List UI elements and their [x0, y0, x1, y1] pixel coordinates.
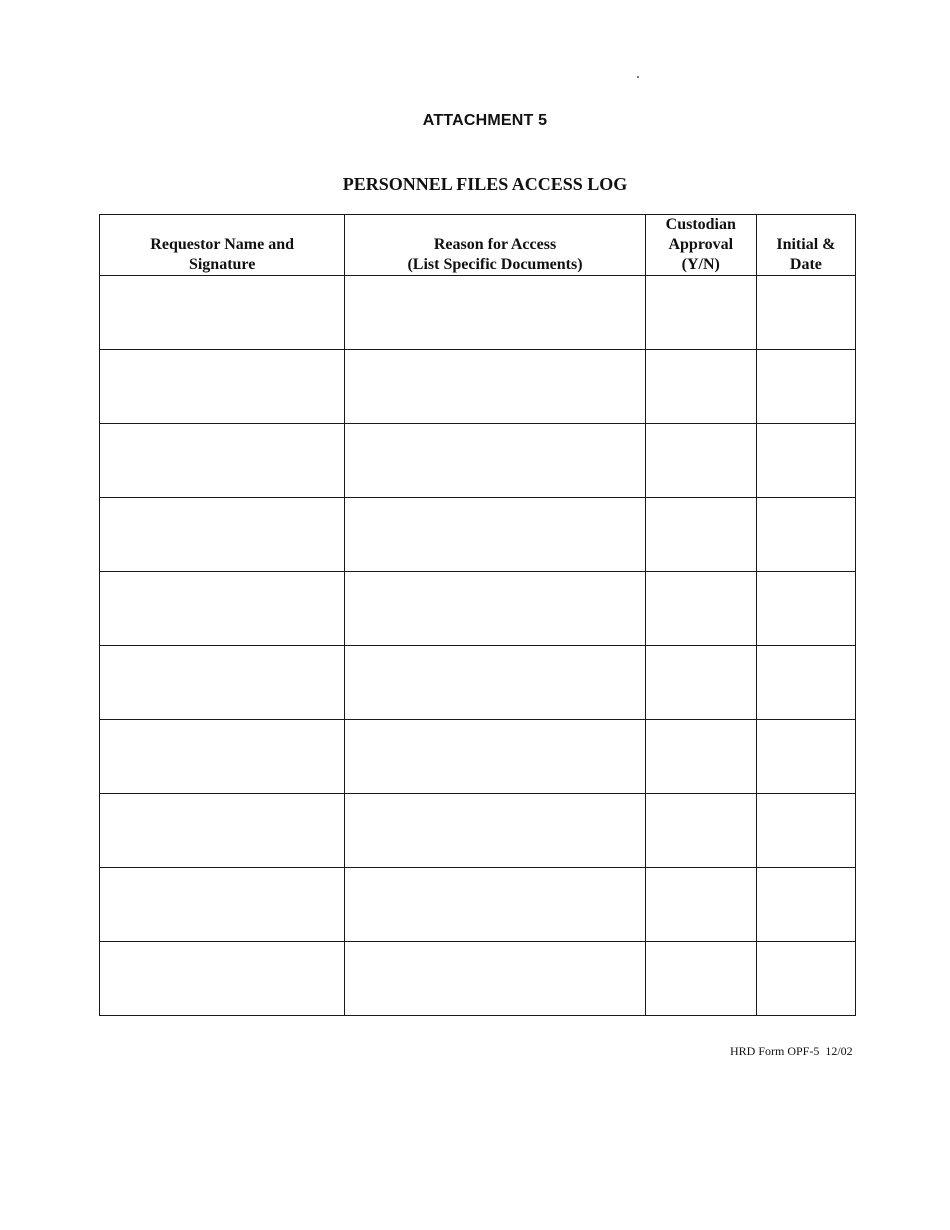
initial-date-cell[interactable]: [756, 276, 855, 350]
scan-speck: [637, 76, 639, 78]
header-custodian-approval: [645, 215, 756, 276]
table-row: [100, 868, 856, 942]
initial-date-cell[interactable]: [756, 868, 855, 942]
requestor-cell[interactable]: [100, 350, 345, 424]
reason-cell[interactable]: [345, 424, 645, 498]
approval-cell[interactable]: [645, 794, 756, 868]
header-custodian-line3: (Y/N): [681, 256, 720, 273]
approval-cell[interactable]: [645, 572, 756, 646]
reason-cell[interactable]: [345, 942, 645, 1016]
log-entries: [100, 276, 856, 1016]
approval-cell[interactable]: [645, 646, 756, 720]
header-reason-line2: (List Specific Documents): [407, 256, 583, 273]
header-reason-for-access: [345, 215, 645, 276]
reason-cell[interactable]: [345, 868, 645, 942]
reason-cell[interactable]: [345, 498, 645, 572]
table-row: [100, 720, 856, 794]
header-custodian-line2: Approval: [668, 236, 734, 253]
approval-cell[interactable]: [645, 720, 756, 794]
initial-date-cell[interactable]: [756, 646, 855, 720]
table-header-row: [100, 215, 856, 276]
reason-cell[interactable]: [345, 720, 645, 794]
requestor-cell[interactable]: [100, 276, 345, 350]
initial-date-cell[interactable]: [756, 720, 855, 794]
header-requestor-line1: Requestor Name and: [150, 236, 294, 253]
initial-date-cell[interactable]: [756, 794, 855, 868]
header-custodian-line1: Custodian: [665, 216, 736, 233]
table-row: [100, 424, 856, 498]
header-initial-line1: Initial &: [776, 236, 836, 253]
approval-cell[interactable]: [645, 350, 756, 424]
approval-cell[interactable]: [645, 276, 756, 350]
reason-cell[interactable]: [345, 794, 645, 868]
table-row: [100, 942, 856, 1016]
reason-cell[interactable]: [345, 646, 645, 720]
reason-cell[interactable]: [345, 276, 645, 350]
initial-date-cell[interactable]: [756, 498, 855, 572]
header-requestor-line2: Signature: [188, 256, 256, 273]
approval-cell[interactable]: [645, 498, 756, 572]
access-log-table: [99, 214, 856, 1016]
attachment-label: ATTACHMENT 5: [422, 112, 548, 129]
initial-date-cell[interactable]: [756, 942, 855, 1016]
header-requestor-name-signature: [100, 215, 345, 276]
table-row: [100, 498, 856, 572]
requestor-cell[interactable]: [100, 720, 345, 794]
table-row: [100, 646, 856, 720]
requestor-cell[interactable]: [100, 498, 345, 572]
form-id: HRD Form OPF-5 12/02: [730, 1044, 853, 1058]
approval-cell[interactable]: [645, 868, 756, 942]
form-title: PERSONNEL FILES ACCESS LOG: [342, 174, 628, 194]
approval-cell[interactable]: [645, 424, 756, 498]
header-reason-line1: Reason for Access: [433, 236, 557, 253]
approval-cell[interactable]: [645, 942, 756, 1016]
table-row: [100, 572, 856, 646]
reason-cell[interactable]: [345, 572, 645, 646]
reason-cell[interactable]: [345, 350, 645, 424]
header-initial-date: [756, 215, 855, 276]
table-row: [100, 350, 856, 424]
table-row: [100, 276, 856, 350]
requestor-cell[interactable]: [100, 794, 345, 868]
requestor-cell[interactable]: [100, 424, 345, 498]
header-initial-line2: Date: [789, 256, 822, 273]
initial-date-cell[interactable]: [756, 424, 855, 498]
requestor-cell[interactable]: [100, 868, 345, 942]
requestor-cell[interactable]: [100, 942, 345, 1016]
initial-date-cell[interactable]: [756, 572, 855, 646]
requestor-cell[interactable]: [100, 572, 345, 646]
table-row: [100, 794, 856, 868]
initial-date-cell[interactable]: [756, 350, 855, 424]
requestor-cell[interactable]: [100, 646, 345, 720]
